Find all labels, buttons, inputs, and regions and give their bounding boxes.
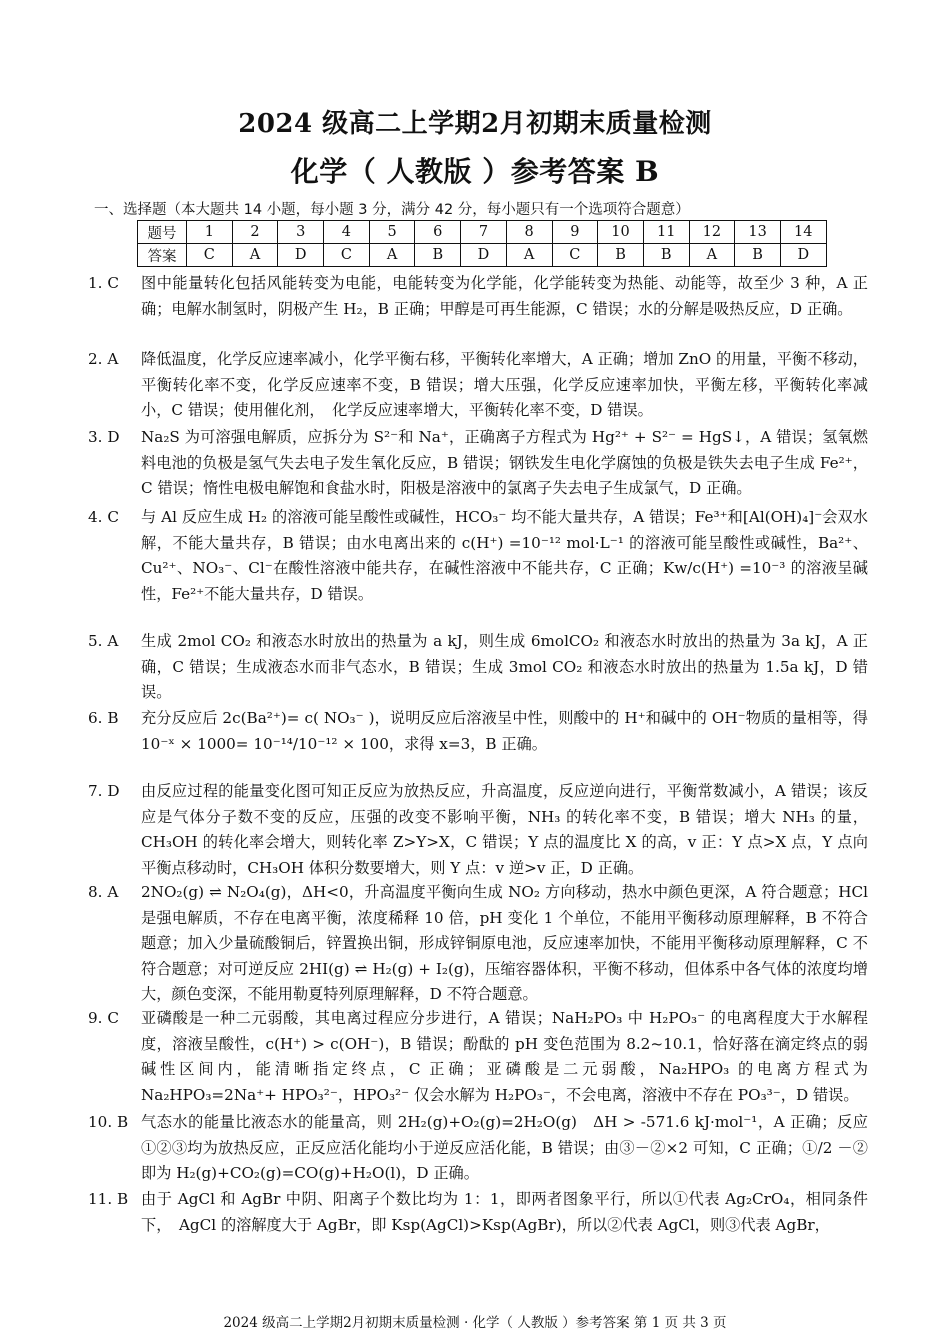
row-label-answer: 答案 — [138, 244, 187, 267]
page-subtitle: 化学（ 人教版 ）参考答案 B — [290, 155, 660, 188]
answer-cell: D — [780, 244, 826, 267]
question-number: 7 — [461, 221, 507, 244]
answer-cell: B — [598, 244, 644, 267]
explanation-number: 6. B — [88, 709, 119, 727]
explanation-number: 8. A — [88, 883, 119, 901]
answer-cell: C — [552, 244, 598, 267]
answer-table-number-row — [138, 221, 827, 244]
answer-cell: A — [232, 244, 278, 267]
question-number: 6 — [415, 221, 461, 244]
question-number: 11 — [643, 221, 689, 244]
answer-cell: B — [735, 244, 781, 267]
explanation-text: 降低温度，化学反应速率减小，化学平衡右移，平衡转化率增大，A 正确；增加 ZnO 的用量，平衡不移动，平衡转化率不变，化学反应速率不变，B 错误；增大压强，化学反应速率加快，平衡左移，平衡转化率减小，C 错误；使用催化剂， 化学反应速率增大，平衡转化率不变，D 错误。 — [141, 350, 868, 419]
explanation-text: 2NO₂(g) ⇌ N₂O₄(g)，ΔH<0，升高温度平衡向生成 NO₂ 方向移动，热水中颜色更深，A 符合题意；HCl 是强电解质，不存在电离平衡，浓度稀释 10 倍，pH 变化 1 个单位，不能用平衡移动原理解释，B 不符合题意；加入少量硫酸铜后，锌置换出铜，形成锌铜原电池，反应速率加快，不能用平衡移动原理解释，C 不符合题意；对可逆反应 2HI(g) ⇌ H₂(g) + I₂(g)，压缩容器体积，平衡不移动，但体系中各气体的浓度均增大，颜色变深，不能用勒夏特列原理解释，D 不符合题意。 — [141, 883, 868, 1003]
explanation-item — [88, 706, 868, 757]
question-number: 2 — [232, 221, 278, 244]
explanation-text: 充分反应后 2c(Ba²⁺)= c( NO₃⁻ )，说明反应后溶液呈中性，则酸中的 H⁺和碱中的 OH⁻物质的量相等，得 10⁻ˣ × 1000= 10⁻¹⁴/10⁻¹² × 100，求得 x=3，B 正确。 — [141, 709, 868, 753]
explanation-number: 5. A — [88, 632, 119, 650]
question-number: 9 — [552, 221, 598, 244]
explanation-item — [88, 505, 868, 607]
explanation-text: 亚磷酸是一种二元弱酸，其电离过程应分步进行，A 错误；NaH₂PO₃ 中 H₂PO₃⁻ 的电离程度大于水解程度，溶液呈酸性，c(H⁺) > c(OH⁻)，B 错误；酚酞的 pH 变色范围为 8.2~10.1，恰好落在滴定终点的弱碱性区间内，能清晰指定终点，C 正确；亚磷酸是二元弱酸，Na₂HPO₃ 的电离方程式为 Na₂HPO₃=2Na⁺+ HPO₃²⁻，HPO₃²⁻ 仅会水解为 H₂PO₃⁻，不会电离，溶液中不存在 PO₃³⁻，D 错误。 — [141, 1009, 868, 1104]
explanation-number: 2. A — [88, 350, 119, 368]
explanation-text: 由于 AgCl 和 AgBr 中阴、阳离子个数比均为 1：1，即两者图象平行，所以①代表 Ag₂CrO₄，相同条件下， AgCl 的溶解度大于 AgBr，即 Ksp(AgCl)>Ksp(AgBr)，所以②代表 AgCl，则③代表 AgBr， — [141, 1190, 868, 1234]
explanation-text: 由反应过程的能量变化图可知正反应为放热反应，升高温度，反应逆向进行，平衡常数减小，A 错误；该反应是气体分子数不变的反应，压强的改变不影响平衡，NH₃ 的转化率不变，B 错误；增大 NH₃ 的量，CH₃OH 的转化率会增大，则转化率 Z>Y>X，C 错误；Y 点的温度比 X 的高，v 正：Y 点>X 点，Y 点向平衡点移动时，CH₃OH 体积分数要增大，则 Y 点：v 逆>v 正，D 正确。 — [141, 782, 868, 877]
answer-cell: D — [278, 244, 324, 267]
explanation-number: 9. C — [88, 1009, 119, 1027]
answer-cell: A — [689, 244, 735, 267]
question-number: 5 — [369, 221, 415, 244]
explanation-text: 图中能量转化包括风能转变为电能，电能转变为化学能，化学能转变为热能、动能等，故至少 3 种，A 正确；电解水制氢时，阴极产生 H₂，B 正确；甲醇是可再生能源，C 错误；水的分解是吸热反应，D 正确。 — [141, 274, 868, 318]
question-number: 12 — [689, 221, 735, 244]
row-label-number: 题号 — [138, 221, 187, 244]
page-footer: 2024 级高二上学期2月初期末质量检测 · 化学（ 人教版 ）参考答案 第 1 页 共 3 页 — [223, 1315, 727, 1331]
question-number: 1 — [187, 221, 233, 244]
explanation-item — [88, 347, 868, 424]
explanation-item — [88, 880, 868, 1008]
answer-table-answer-row — [138, 244, 827, 267]
answer-cell: D — [461, 244, 507, 267]
explanation-number: 1. C — [88, 274, 119, 292]
answer-table — [137, 220, 827, 267]
question-number: 13 — [735, 221, 781, 244]
explanation-item — [88, 1006, 868, 1108]
answer-cell: C — [187, 244, 233, 267]
explanation-item — [88, 629, 868, 706]
explanation-text: Na₂S 为可溶强电解质，应拆分为 S²⁻和 Na⁺，正确离子方程式为 Hg²⁺ + S²⁻ = HgS↓，A 错误；氢氧燃料电池的负极是氢气失去电子发生氧化反应，B 错误；钢铁发生电化学腐蚀的负极是铁失去电子生成 Fe²⁺，C 错误；惰性电极电解饱和食盐水时，阳极是溶液中的氯离子失去电子生成氯气，D 正确。 — [141, 428, 868, 497]
explanation-number: 10. B — [88, 1113, 129, 1131]
question-number: 8 — [506, 221, 552, 244]
answer-cell: A — [506, 244, 552, 267]
question-number: 14 — [780, 221, 826, 244]
question-number: 10 — [598, 221, 644, 244]
explanation-number: 7. D — [88, 782, 120, 800]
explanation-item — [88, 271, 868, 322]
explanation-text: 生成 2mol CO₂ 和液态水时放出的热量为 a kJ，则生成 6molCO₂ 和液态水时放出的热量为 3a kJ，A 正确，C 错误；生成液态水而非气态水，B 错误；生成 3mol CO₂ 和液态水时放出的热量为 1.5a kJ，D 错误。 — [141, 632, 868, 701]
explanation-text: 与 Al 反应生成 H₂ 的溶液可能呈酸性或碱性，HCO₃⁻ 均不能大量共存，A 错误；Fe³⁺和[Al(OH)₄]⁻会双水解，不能大量共存，B 错误；由水电离出来的 c(H⁺) =10⁻¹² mol·L⁻¹ 的溶液可能呈酸性或碱性，Ba²⁺、Cu²⁺、NO₃⁻、Cl⁻在酸性溶液中能共存，在碱性溶液中不能共存，C 正确；Kw/c(H⁺) =10⁻³ 的溶液呈碱性，Fe²⁺不能大量共存，D 错误。 — [141, 508, 868, 603]
explanation-number: 3. D — [88, 428, 120, 446]
explanation-item — [88, 425, 868, 502]
explanation-number: 11. B — [88, 1190, 129, 1208]
explanation-item — [88, 779, 868, 881]
explanation-item — [88, 1187, 868, 1238]
answer-cell: C — [324, 244, 370, 267]
page-title: 2024 级高二上学期2月初期末质量检测 — [238, 109, 712, 139]
section-heading: 一、选择题（本大题共 14 小题，每小题 3 分，满分 42 分，每小题只有一个选项符合题意） — [94, 202, 690, 218]
explanation-item — [88, 1110, 868, 1187]
answer-cell: B — [415, 244, 461, 267]
answer-cell: B — [643, 244, 689, 267]
explanation-number: 4. C — [88, 508, 119, 526]
question-number: 4 — [324, 221, 370, 244]
answer-cell: A — [369, 244, 415, 267]
question-number: 3 — [278, 221, 324, 244]
explanation-text: 气态水的能量比液态水的能量高，则 2H₂(g)+O₂(g)=2H₂O(g) ΔH > -571.6 kJ·mol⁻¹，A 正确；反应①②③均为放热反应，正反应活化能均小于逆反应活化能，B 错误；由③－②×2 可知，C 正确；①/2 －②即为 H₂(g)+CO₂(g)=CO(g)+H₂O(l)，D 正确。 — [141, 1113, 868, 1182]
